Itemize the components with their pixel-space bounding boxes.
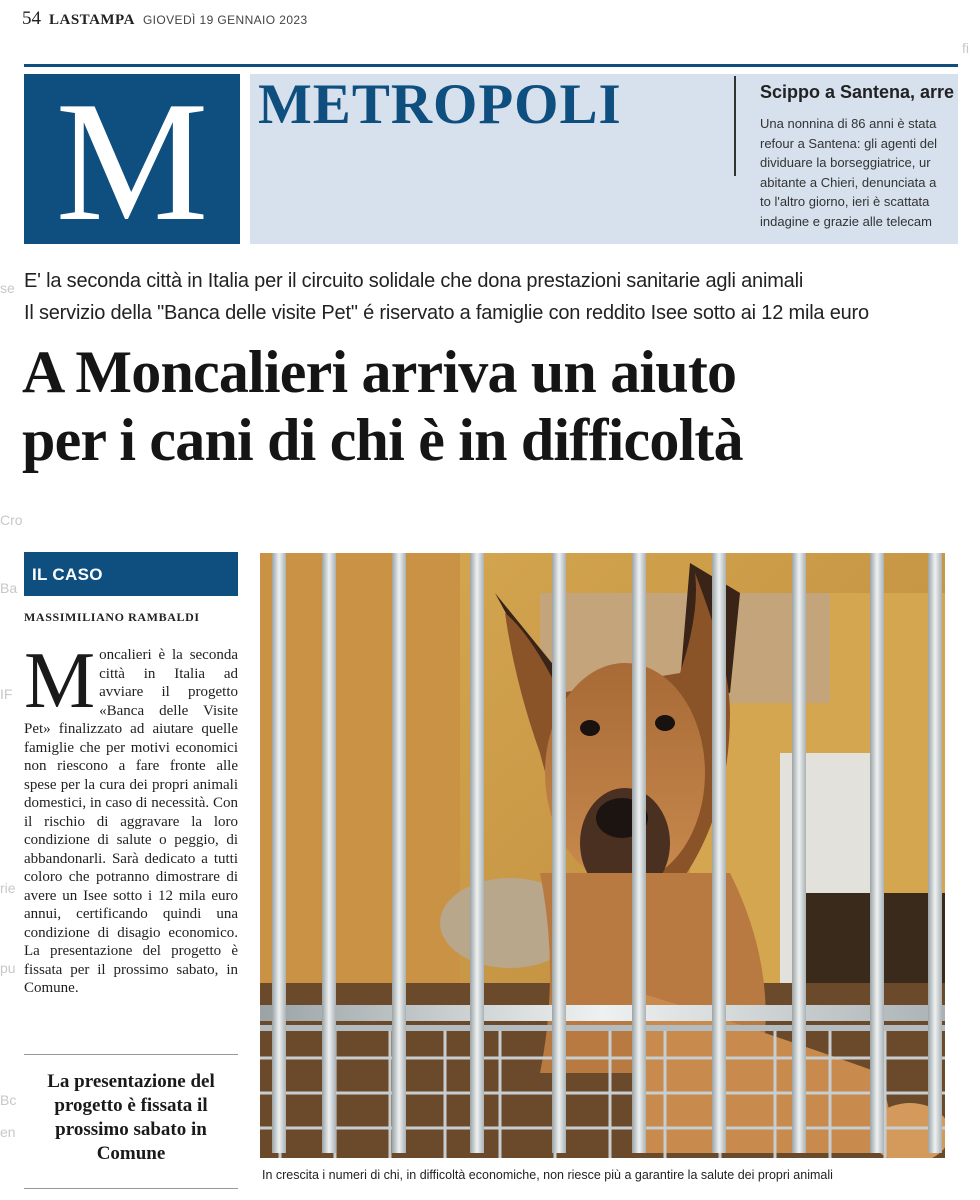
edge-fragment: fi	[962, 40, 969, 56]
folio	[22, 8, 308, 30]
kicker-line: Il servizio della "Banca delle visite Pet" é riservato a famiglie con reddito Isee sotto ai 12 mila euro	[24, 302, 869, 324]
article-photo	[260, 553, 945, 1158]
article-body	[24, 637, 238, 998]
brief-body	[760, 114, 958, 231]
brief-line: to l'altro giorno, ieri è scattata	[760, 194, 930, 209]
edge-fragment: pu	[0, 960, 16, 976]
pull-quote: La presentazione del progetto è fissata il prossimo sabato in Comune	[47, 1071, 215, 1164]
pull-quote-rule	[24, 1188, 238, 1189]
article-paragraph: oncalieri è la seconda città in Italia ad avviare il progetto «Banca delle Visite Pet» finalizzato ad aiutare quelle famiglie che per motivi economici non riescono a fare fronte alle spese per la cura dei propri animali domestici, in caso di necessità. Con il rischio di aggravare la loro condizione di salute o peggio, di abbandonarli. Sarà dedicato a tutti coloro che potranno dimostrare di avere un Isee sotto i 12 mila euro annui, certificando quindi una condizione di disagio economico. La presentazione del progetto è fissata per il prossimo sabato, in Comune.	[24, 647, 238, 996]
dog-behind-bars-image	[260, 553, 945, 1158]
section-initial-block	[24, 67, 240, 257]
brief-line: dividuare la borseggiatrice, ur	[760, 155, 931, 170]
edge-fragment: Ba	[0, 580, 18, 596]
brief-line: Una nonnina di 86 anni è stata	[760, 116, 937, 131]
pull-quote-rule	[24, 1054, 238, 1055]
byline: MASSIMILIANO RAMBALDI	[24, 610, 200, 624]
headline-line: per i cani di chi è in difficoltà	[22, 407, 743, 473]
drop-cap: M	[24, 637, 96, 725]
issue-date: GIOVEDÌ 19 GENNAIO 2023	[142, 13, 308, 27]
newspaper-name: LASTAMPA	[49, 12, 135, 28]
headline-line: A Moncalieri arriva un aiuto	[22, 339, 737, 405]
kicker-line: E' la seconda città in Italia per il circuito solidale che dona prestazioni sanitarie agli animali	[24, 270, 804, 292]
section-label	[24, 552, 238, 596]
section-title: METROPOLI	[258, 73, 622, 136]
edge-fragment: rie	[0, 880, 16, 896]
brief-line: indagine e grazie alle telecam	[760, 213, 932, 229]
edge-fragment: se	[0, 280, 15, 296]
edge-fragment: IF	[0, 686, 13, 702]
headline	[22, 338, 962, 474]
edge-fragment: Cro	[0, 512, 23, 528]
brief-title: Scippo a Santena, arre	[760, 82, 955, 102]
brief-line: abitante a Chieri, denunciata a	[760, 174, 937, 190]
section-label-text: IL CASO	[32, 565, 103, 584]
edge-fragment: en	[0, 1124, 16, 1140]
page-number: 54	[22, 8, 41, 29]
photo-caption: In crescita i numeri di chi, in difficoltà economiche, non riesce più a garantire la salute dei propri animali	[262, 1168, 833, 1182]
brief-line: refour a Santena: gli agenti del	[760, 135, 938, 151]
news-brief	[760, 80, 958, 231]
brief-divider	[734, 76, 736, 176]
edge-fragment: Bc	[0, 1092, 17, 1108]
section-initial: M	[55, 67, 209, 257]
